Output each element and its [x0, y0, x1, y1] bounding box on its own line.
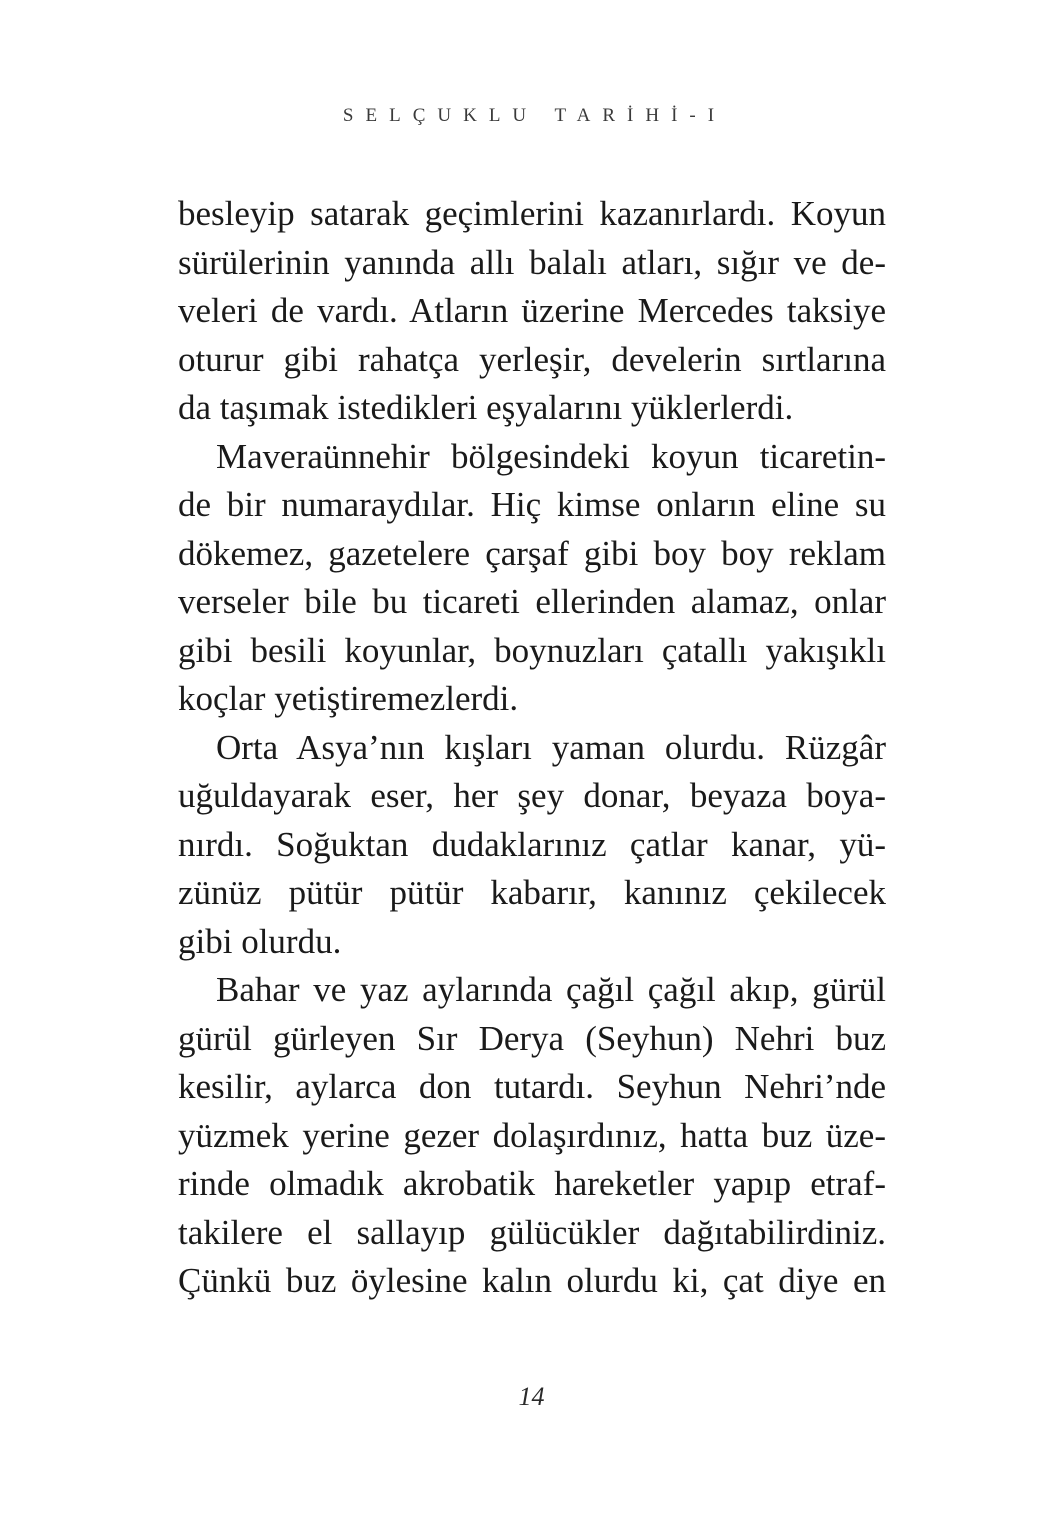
text-line: Orta Asya’nın kışları yaman olurdu. Rüzgâr [216, 727, 886, 767]
text-line: koçlar yetiştiremezlerdi. [178, 679, 519, 718]
text-line: gürül gürleyen Sır Derya (Seyhun) Nehri buz [178, 1018, 886, 1058]
text-line: Bahar ve yaz aylarında çağıl çağıl akıp, gürül [216, 970, 886, 1009]
text-line: uğuldayarak eser, her şey donar, beyaza boya- [178, 776, 886, 815]
paragraph [178, 966, 886, 1306]
page-number: 14 [518, 1382, 545, 1411]
text-line: oturur gibi rahatça yerleşir, develerin sırtlarına [178, 339, 886, 379]
text-line: takilere el sallayıp gülücükler dağıtabilirdiniz. [178, 1212, 886, 1252]
text-line: dökemez, gazetelere çarşaf gibi boy boy reklam [178, 533, 886, 573]
text-line: nırdı. Soğuktan dudaklarınız çatlar kanar, yü- [178, 824, 886, 864]
text-line: gibi besili koyunlar, boynuzları çatallı yakışıklı [178, 630, 886, 670]
paragraph [178, 190, 886, 433]
text-line: gibi olurdu. [178, 921, 342, 961]
text-line: besleyip satarak geçimlerini kazanırlardı. Koyun [178, 194, 886, 233]
body-text [178, 190, 886, 1306]
paragraph [178, 724, 886, 967]
running-header: SELÇUKLU TARİHİ-I [342, 105, 727, 126]
text-line: verseler bile bu ticareti ellerinden alamaz, onlar [178, 582, 886, 621]
text-line: kesilir, aylarca don tutardı. Seyhun Nehri’nde [178, 1067, 886, 1106]
text-line: yüzmek yerine gezer dolaşırdınız, hatta buz üze- [178, 1115, 886, 1155]
text-line: da taşımak istedikleri eşyalarını yüklerlerdi. [178, 388, 794, 427]
text-line: veleri de vardı. Atların üzerine Mercedes taksiye [178, 291, 886, 330]
paragraph [178, 433, 886, 724]
text-line: zünüz pütür pütür kabarır, kanınız çekilecek [178, 873, 886, 912]
text-line: de bir numaraydılar. Hiç kimse onların eline su [178, 485, 886, 524]
text-line: Maveraünnehir bölgesindeki koyun ticaretin- [216, 436, 886, 476]
text-line: Çünkü buz öylesine kalın olurdu ki, çat diye en [178, 1261, 886, 1300]
text-line: rinde olmadık akrobatik hareketler yapıp etraf- [178, 1164, 886, 1203]
text-line: sürülerinin yanında allı balalı atları, sığır ve de- [178, 242, 886, 282]
